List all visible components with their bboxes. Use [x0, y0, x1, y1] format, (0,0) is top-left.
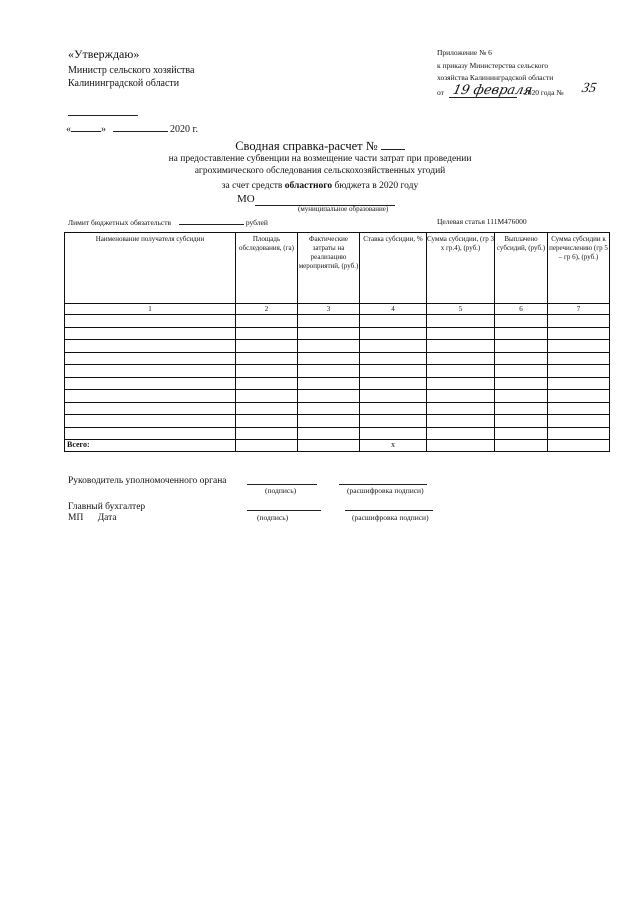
date-quote-close: »: [101, 124, 106, 135]
table-row: [65, 352, 610, 365]
col-number: 7: [548, 304, 610, 315]
head-sign-hint: (подпись): [265, 486, 297, 495]
col-header-subsidy-sum: Сумма субсидии, (гр 3 х гр.4), (руб.): [427, 233, 495, 304]
approval-date: [66, 124, 198, 135]
budget-prefix: за счет средств: [221, 181, 283, 191]
annex-handwritten-date: 19 февраля: [451, 83, 534, 98]
approval-title: «Утверждаю»: [68, 47, 140, 61]
head-decode-hint: (расшифровка подписи): [347, 486, 424, 495]
table-row: [65, 327, 610, 340]
mo-hint: (муниципальное образование): [298, 205, 389, 213]
document-subtitle-2: агрохимического обследования сельскохозяйственных угодий: [194, 166, 446, 176]
table-row: [65, 315, 610, 328]
accountant-label: Главный бухгалтер: [68, 502, 146, 512]
table-row: [65, 415, 610, 428]
accountant-decode-line: [345, 510, 433, 511]
col-header-actual-costs: Фактические затраты на реализацию мероприятий, (руб.): [298, 233, 360, 304]
limit-unit: рублей: [245, 218, 268, 227]
date-label: Дата: [97, 513, 117, 523]
date-year: 2020 г.: [170, 124, 198, 135]
target-article: Целевая статья 111М476000: [437, 217, 527, 226]
table-row: [65, 427, 610, 440]
table-row: [65, 390, 610, 403]
budget-line: [0, 181, 640, 191]
budget-type: областного: [284, 181, 333, 191]
col-header-recipient: Наименование получателя субсидии: [65, 233, 236, 304]
col-number: 6: [495, 304, 548, 315]
annex-handwritten-number: 35: [580, 81, 598, 96]
annex-number: Приложение № 6: [437, 48, 492, 57]
table-header-row: [65, 233, 610, 304]
mo-label: МО: [237, 193, 255, 205]
table-row: [65, 365, 610, 378]
budget-suffix: бюджета в 2020 году: [334, 181, 419, 191]
accountant-sign-hint: (подпись): [257, 513, 289, 522]
total-label: Всего:: [65, 440, 236, 452]
annex-order: к приказу Министерства сельского: [437, 61, 549, 70]
col-number: 3: [298, 304, 360, 315]
annex-year: 2020 года №: [524, 88, 564, 97]
col-header-paid: Выплачено субсидий, (руб.): [495, 233, 548, 304]
approval-signature-line: [68, 115, 138, 116]
head-sign-line: [247, 484, 317, 485]
limit-label: Лимит бюджетных обязательств: [68, 218, 172, 227]
col-number: 2: [236, 304, 298, 315]
table-row: [65, 377, 610, 390]
subsidy-table: [64, 232, 609, 452]
table-number-row: [65, 304, 610, 315]
col-header-rate: Ставка субсидии, %: [360, 233, 427, 304]
approval-region: Калининградской области: [68, 78, 180, 89]
document-subtitle-1: на предоставление субвенции на возмещение части затрат при проведении: [168, 154, 472, 164]
col-number: 4: [360, 304, 427, 315]
table-row: [65, 340, 610, 353]
document-title-text: Сводная справка-расчет №: [235, 139, 378, 153]
accountant-sign-line: [247, 510, 321, 511]
col-number: 1: [65, 304, 236, 315]
total-rate-mark: х: [360, 440, 427, 452]
head-decode-line: [339, 484, 427, 485]
date-quote-open: «: [66, 124, 71, 135]
document-title: [0, 139, 640, 154]
col-header-to-transfer: Сумма субсидии к перечислению (гр 5 – гр 6), (руб.): [548, 233, 610, 304]
table-row: [65, 402, 610, 415]
col-header-area: Площадь обследования, (га): [236, 233, 298, 304]
stamp-place: МП: [68, 513, 84, 523]
approval-position: Министр сельского хозяйства: [68, 65, 195, 76]
head-label: Руководитель уполномоченного органа: [68, 476, 227, 486]
annex-ministry: хозяйства Калининградской области: [437, 73, 554, 82]
mp-date-row: [68, 513, 117, 523]
annex-date-underline: [449, 97, 517, 98]
limit-row: [68, 218, 268, 227]
annex-from: от: [437, 88, 444, 97]
accountant-decode-hint: (расшифровка подписи): [352, 513, 429, 522]
table-total-row: [65, 440, 610, 452]
col-number: 5: [427, 304, 495, 315]
